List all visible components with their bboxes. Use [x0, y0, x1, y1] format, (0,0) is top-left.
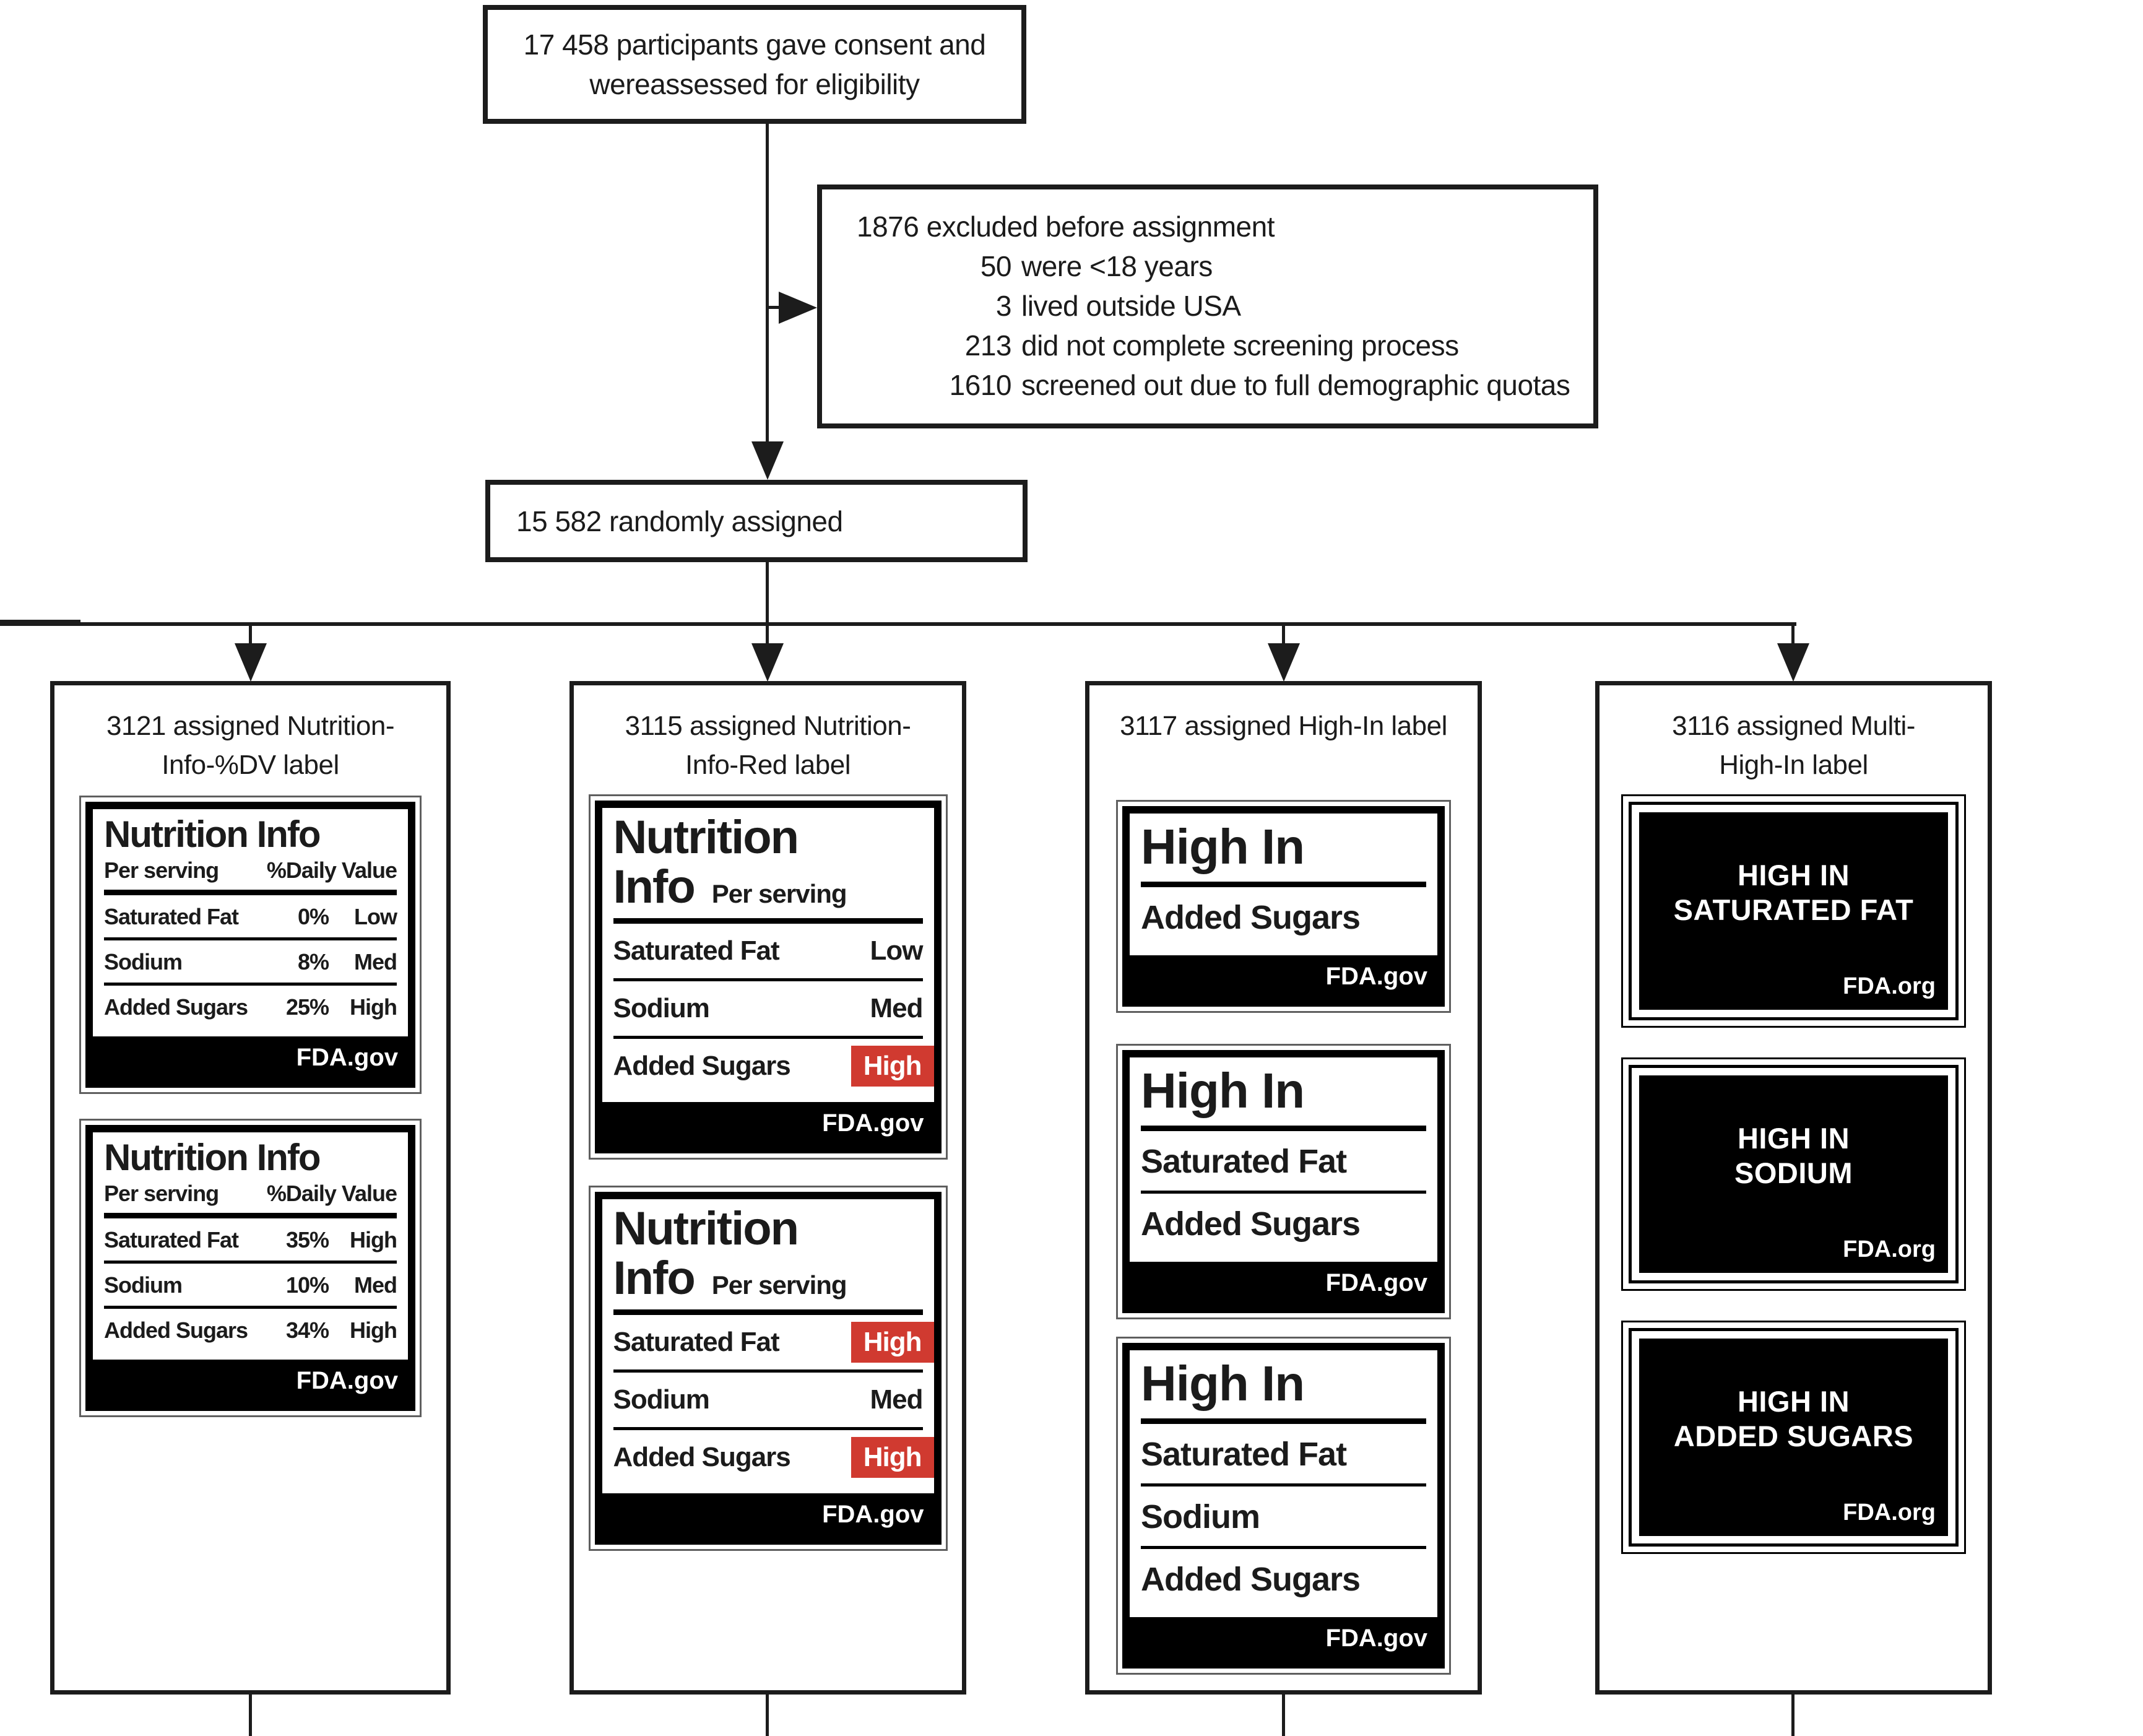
connector-arm-3-bottom — [1282, 1695, 1285, 1736]
consent-line-2: wereassessed for eligibility — [589, 68, 920, 100]
excluded-item-count: 3 — [995, 290, 1011, 322]
label-title: Nutrition — [613, 1202, 799, 1255]
arrow-down-icon — [751, 643, 784, 682]
high-in-label — [1116, 1044, 1451, 1319]
arm-title-line: 3117 assigned High-In label — [1120, 711, 1447, 741]
per-serving-label: Per serving — [711, 1270, 847, 1300]
connector-randomized-to-branch — [766, 562, 769, 623]
divider — [1141, 1126, 1426, 1131]
fda-footer: FDA.gov — [93, 1036, 408, 1080]
nutrient-level-high-chip: High — [851, 1322, 934, 1363]
nutrient-name: Sodium — [104, 1272, 182, 1298]
excluded-item — [857, 246, 1575, 286]
arm-column — [1085, 681, 1482, 1695]
fda-footer: FDA.gov — [602, 1102, 934, 1146]
nutrient-row — [104, 940, 397, 983]
branch-line — [0, 622, 1796, 626]
nutrient-name: Saturated Fat — [1141, 1143, 1347, 1180]
nutrient-name: Added Sugars — [104, 994, 248, 1020]
multi-high-in-label — [1621, 1057, 1966, 1291]
label-title: Nutrition Info — [104, 1137, 320, 1178]
arrow-down-icon — [235, 643, 267, 682]
nutrient-level: Low — [354, 904, 397, 929]
nutrient-level: Low — [870, 935, 923, 966]
nutrient-row — [104, 1218, 397, 1261]
label-title-line: SODIUM — [1734, 1157, 1853, 1189]
nutrition-info-red-label — [589, 794, 948, 1160]
label-column-headers — [104, 857, 397, 883]
divider — [1141, 882, 1426, 887]
nutrition-info-dv-label — [79, 1119, 422, 1417]
nutrition-info-red-label — [589, 1186, 948, 1551]
fda-footer: FDA.org — [1843, 973, 1936, 999]
nutrient-row — [104, 986, 397, 1028]
arrow-down-icon — [751, 441, 784, 480]
nutrient-row — [104, 895, 397, 937]
nutrient-level-high-chip: High — [851, 1046, 934, 1087]
arrow-down-icon — [1777, 643, 1809, 682]
nutrient-name: Added Sugars — [1141, 1205, 1361, 1243]
arm-title-line: Info-%DV label — [162, 750, 339, 780]
multi-high-in-label — [1621, 1321, 1966, 1554]
nutrient-name: Saturated Fat — [613, 1327, 779, 1357]
multi-high-in-label — [1621, 794, 1966, 1028]
consent-line-1: 17 458 participants gave consent and — [523, 28, 986, 61]
excluded-item-count: 1610 — [949, 369, 1011, 401]
nutrient-level: Med — [354, 1272, 397, 1298]
excluded-item-count: 213 — [964, 329, 1011, 362]
nutrient-level: High — [350, 1227, 397, 1252]
nutrient-level: Med — [870, 1384, 923, 1415]
nutrient-row — [613, 924, 923, 978]
excluded-item-text: did not complete screening process — [1021, 329, 1459, 362]
excluded-item-text: screened out due to full demographic quotas — [1021, 369, 1570, 401]
arrow-down-icon — [1268, 643, 1300, 682]
per-serving-label: Per serving — [711, 879, 847, 908]
divider — [613, 918, 923, 924]
arm-title-line: 3121 assigned Nutrition- — [106, 711, 394, 741]
fda-footer: FDA.gov — [1130, 1262, 1437, 1306]
nutrient-name: Sodium — [613, 1384, 709, 1415]
label-title: High In — [1141, 1356, 1305, 1411]
label-title-line: HIGH IN — [1737, 1385, 1850, 1418]
randomized-text: 15 582 randomly assigned — [516, 505, 843, 537]
label-title: Nutrition Info — [104, 814, 320, 855]
label-column-headers — [104, 1181, 397, 1207]
randomized-box — [485, 480, 1028, 562]
label-title-line: HIGH IN — [1737, 1122, 1850, 1155]
arm-title-line: 3116 assigned Multi- — [1672, 711, 1915, 741]
per-serving-label: Per serving — [104, 857, 219, 883]
label-title: High In — [1141, 1063, 1305, 1118]
consent-box — [483, 5, 1026, 124]
nutrient-level-high-chip: High — [851, 1437, 934, 1478]
nutrient-name: Added Sugars — [1141, 899, 1361, 936]
label-title — [1639, 812, 1948, 973]
nutrient-name: Sodium — [104, 949, 182, 974]
label-title-line: SATURATED FAT — [1673, 893, 1914, 926]
nutrient-row — [613, 1039, 923, 1093]
label-title-line: ADDED SUGARS — [1673, 1420, 1914, 1452]
nutrient-name: Added Sugars — [104, 1317, 248, 1343]
divider — [104, 1213, 397, 1218]
label-title: Nutrition — [613, 811, 799, 864]
nutrient-percent: 25% — [285, 994, 329, 1020]
fda-footer: FDA.gov — [1130, 1617, 1437, 1661]
nutrient-level: High — [350, 1317, 397, 1343]
nutrient-row — [613, 981, 923, 1036]
nutrient-level: High — [350, 994, 397, 1020]
label-title: Info — [613, 1252, 695, 1304]
nutrient-row — [613, 1315, 923, 1369]
nutrient-name: Saturated Fat — [104, 1227, 239, 1252]
nutrient-row — [613, 1373, 923, 1427]
label-title: Info — [613, 861, 695, 913]
nutrient-name: Saturated Fat — [613, 935, 779, 966]
arm-title-line: 3115 assigned Nutrition- — [625, 711, 911, 741]
excluded-item — [857, 365, 1575, 405]
excluded-title: 1876 excluded before assignment — [857, 210, 1275, 243]
high-in-label — [1116, 1337, 1451, 1675]
excluded-item-text: were <18 years — [1021, 250, 1213, 282]
nutrition-info-dv-label — [79, 796, 422, 1094]
arm-title-line: High-In label — [1719, 750, 1868, 780]
nutrient-percent: 34% — [285, 1317, 329, 1343]
nutrient-level: Med — [354, 949, 397, 974]
divider — [104, 890, 397, 895]
excluded-item — [857, 286, 1575, 326]
per-serving-label: Per serving — [104, 1181, 219, 1206]
connector-arm-3 — [1282, 624, 1285, 644]
fda-footer: FDA.gov — [93, 1360, 408, 1404]
nutrient-name: Added Sugars — [613, 1442, 790, 1472]
nutrient-percent: 10% — [285, 1272, 329, 1298]
connector-consent-to-randomized — [766, 124, 769, 443]
label-title — [1639, 1075, 1948, 1236]
connector-arm-4 — [1791, 624, 1794, 644]
fda-footer: FDA.gov — [602, 1493, 934, 1537]
nutrient-name: Added Sugars — [613, 1051, 790, 1081]
nutrient-percent: 8% — [297, 949, 329, 974]
arrow-right-icon — [779, 292, 817, 324]
daily-value-label: %Daily Value — [266, 857, 397, 883]
excluded-item — [857, 326, 1575, 365]
label-title-row — [613, 862, 923, 912]
connector-arm-1-bottom — [249, 1695, 252, 1736]
excluded-item-text: lived outside USA — [1021, 290, 1241, 322]
high-in-label — [1116, 800, 1451, 1013]
arm-title-line: Info-Red label — [685, 750, 851, 780]
connector-arm-2-bottom — [766, 1695, 769, 1736]
connector-arm-4-bottom — [1791, 1695, 1794, 1736]
excluded-box — [817, 184, 1598, 428]
fda-footer: FDA.gov — [1130, 955, 1437, 999]
nutrient-percent: 35% — [285, 1227, 329, 1252]
excluded-item-count: 50 — [980, 250, 1011, 282]
nutrient-name: Saturated Fat — [1141, 1436, 1347, 1473]
arm-column — [50, 681, 451, 1695]
nutrient-name: Saturated Fat — [104, 904, 239, 929]
label-title — [1639, 1339, 1948, 1499]
daily-value-label: %Daily Value — [266, 1181, 397, 1206]
label-title: High In — [1141, 819, 1305, 874]
connector-arm-1 — [249, 624, 252, 644]
nutrient-percent: 0% — [297, 904, 329, 929]
connector-arm-2 — [766, 624, 769, 644]
nutrient-name: Sodium — [1141, 1498, 1260, 1535]
nutrient-name: Sodium — [613, 993, 709, 1023]
label-title-line: HIGH IN — [1737, 859, 1850, 892]
nutrient-level: Med — [870, 993, 923, 1023]
nutrient-row — [104, 1309, 397, 1351]
nutrient-name: Added Sugars — [1141, 1561, 1361, 1598]
arm-column — [569, 681, 966, 1695]
fda-footer: FDA.org — [1843, 1499, 1936, 1526]
divider — [613, 1309, 923, 1315]
label-title-row — [613, 1254, 923, 1303]
nutrient-row — [104, 1264, 397, 1306]
divider — [1141, 1418, 1426, 1424]
arm-column — [1595, 681, 1992, 1695]
nutrient-row — [613, 1430, 923, 1485]
fda-footer: FDA.org — [1843, 1236, 1936, 1262]
